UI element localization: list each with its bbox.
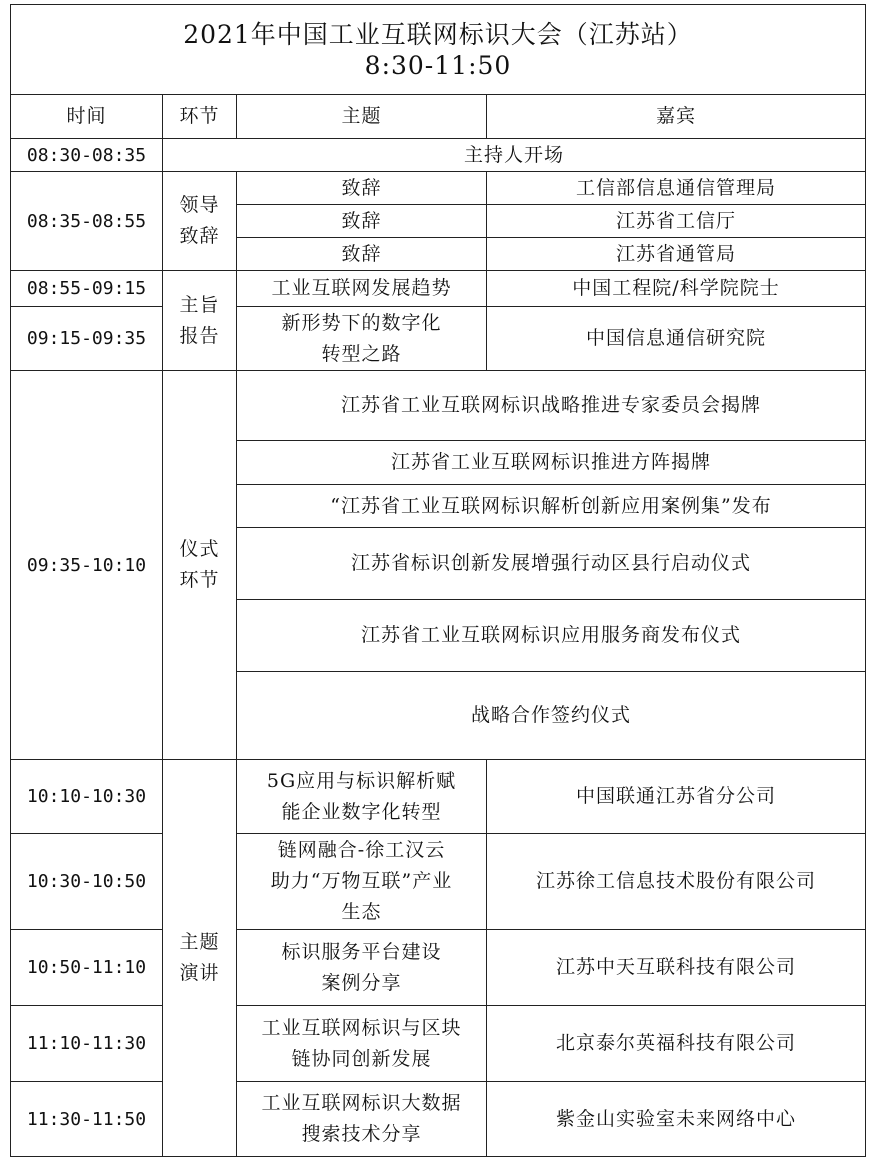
topic-line: 5G应用与标识解析赋 bbox=[266, 769, 457, 792]
topic-cell bbox=[237, 760, 487, 834]
guest-cell: 中国信息通信研究院 bbox=[487, 307, 866, 371]
topic-cell: 致辞 bbox=[237, 238, 487, 271]
segment-cell bbox=[163, 271, 237, 371]
segment-cell bbox=[163, 760, 237, 1157]
ceremony-cell: 江苏省工业互联网标识战略推进专家委员会揭牌 bbox=[237, 371, 866, 441]
guest-cell: 紫金山实验室未来网络中心 bbox=[487, 1082, 866, 1157]
time-cell: 10:50-11:10 bbox=[11, 930, 163, 1006]
segment-label: 演讲 bbox=[179, 962, 220, 984]
topic-line: 案例分享 bbox=[321, 971, 402, 994]
table-row bbox=[11, 172, 866, 205]
segment-cell bbox=[163, 172, 237, 271]
topic-line: 标识服务平台建设 bbox=[281, 940, 442, 963]
topic-line: 工业互联网发展趋势 bbox=[271, 277, 452, 299]
header-segment: 环节 bbox=[163, 95, 237, 139]
table-row bbox=[11, 371, 866, 441]
time-cell: 09:35-10:10 bbox=[11, 371, 163, 760]
topic-line: 转型之路 bbox=[321, 342, 402, 365]
guest-cell: 工信部信息通信管理局 bbox=[487, 172, 866, 205]
time-cell: 08:30-08:35 bbox=[11, 139, 163, 172]
segment-label: 仪式 bbox=[179, 538, 220, 560]
topic-line: 链网融合-徐工汉云 bbox=[277, 839, 446, 861]
table-row bbox=[11, 1006, 866, 1082]
topic-line: 工业互联网标识与区块 bbox=[261, 1016, 462, 1039]
topic-line: 新形势下的数字化 bbox=[281, 311, 442, 334]
ceremony-cell: “江苏省工业互联网标识解析创新应用案例集”发布 bbox=[237, 485, 866, 528]
table-row bbox=[11, 834, 866, 930]
time-cell: 09:15-09:35 bbox=[11, 307, 163, 371]
title-row bbox=[11, 5, 866, 95]
topic-cell: 致辞 bbox=[237, 172, 487, 205]
table-row bbox=[11, 139, 866, 172]
segment-label: 环节 bbox=[179, 569, 220, 591]
header-row bbox=[11, 95, 866, 139]
header-time: 时间 bbox=[11, 95, 163, 139]
guest-cell: 江苏徐工信息技术股份有限公司 bbox=[487, 834, 866, 930]
topic-line: 工业互联网标识大数据 bbox=[261, 1092, 462, 1114]
time-cell: 11:30-11:50 bbox=[11, 1082, 163, 1157]
topic-cell bbox=[237, 1082, 487, 1157]
table-row bbox=[11, 1082, 866, 1157]
table-row bbox=[11, 760, 866, 834]
agenda-title-line2: 8:30-11:50 bbox=[364, 50, 512, 80]
guest-cell: 江苏省工信厅 bbox=[487, 205, 866, 238]
topic-line: 生态 bbox=[341, 901, 382, 923]
segment-cell bbox=[163, 371, 237, 760]
segment-label: 主旨 bbox=[179, 293, 220, 316]
segment-label: 报告 bbox=[179, 324, 220, 347]
ceremony-cell: 战略合作签约仪式 bbox=[237, 672, 866, 760]
guest-cell: 北京泰尔英福科技有限公司 bbox=[487, 1006, 866, 1082]
time-cell: 08:55-09:15 bbox=[11, 271, 163, 307]
topic-cell bbox=[237, 834, 487, 930]
segment-label: 主题 bbox=[179, 931, 220, 953]
agenda-title-line1: 2021年中国工业互联网标识大会（江苏站） bbox=[183, 19, 693, 49]
guest-cell: 江苏中天互联科技有限公司 bbox=[487, 930, 866, 1006]
table-row bbox=[11, 930, 866, 1006]
merged-cell: 主持人开场 bbox=[163, 139, 866, 172]
time-cell: 10:30-10:50 bbox=[11, 834, 163, 930]
header-topic: 主题 bbox=[237, 95, 487, 139]
time-cell: 11:10-11:30 bbox=[11, 1006, 163, 1082]
topic-line: 搜索技术分享 bbox=[301, 1123, 422, 1145]
guest-cell: 中国联通江苏省分公司 bbox=[487, 760, 866, 834]
topic-cell bbox=[237, 930, 487, 1006]
agenda-table bbox=[10, 4, 866, 1157]
agenda-title bbox=[11, 5, 866, 95]
ceremony-cell: 江苏省工业互联网标识应用服务商发布仪式 bbox=[237, 600, 866, 672]
guest-cell: 江苏省通管局 bbox=[487, 238, 866, 271]
topic-line: 能企业数字化转型 bbox=[281, 800, 442, 823]
topic-cell bbox=[237, 1006, 487, 1082]
segment-label: 致辞 bbox=[179, 225, 220, 247]
topic-line: 助力“万物互联”产业 bbox=[270, 870, 453, 892]
guest-cell: 中国工程院/科学院院士 bbox=[487, 271, 866, 307]
topic-cell bbox=[237, 307, 487, 371]
header-guest: 嘉宾 bbox=[487, 95, 866, 139]
table-row bbox=[11, 271, 866, 307]
time-cell: 10:10-10:30 bbox=[11, 760, 163, 834]
ceremony-cell: 江苏省工业互联网标识推进方阵揭牌 bbox=[237, 441, 866, 485]
topic-cell: 致辞 bbox=[237, 205, 487, 238]
topic-line: 链协同创新发展 bbox=[291, 1047, 432, 1070]
topic-cell bbox=[237, 271, 487, 307]
ceremony-cell: 江苏省标识创新发展增强行动区县行启动仪式 bbox=[237, 528, 866, 600]
table-row bbox=[11, 307, 866, 371]
time-cell: 08:35-08:55 bbox=[11, 172, 163, 271]
segment-label: 领导 bbox=[179, 194, 220, 216]
